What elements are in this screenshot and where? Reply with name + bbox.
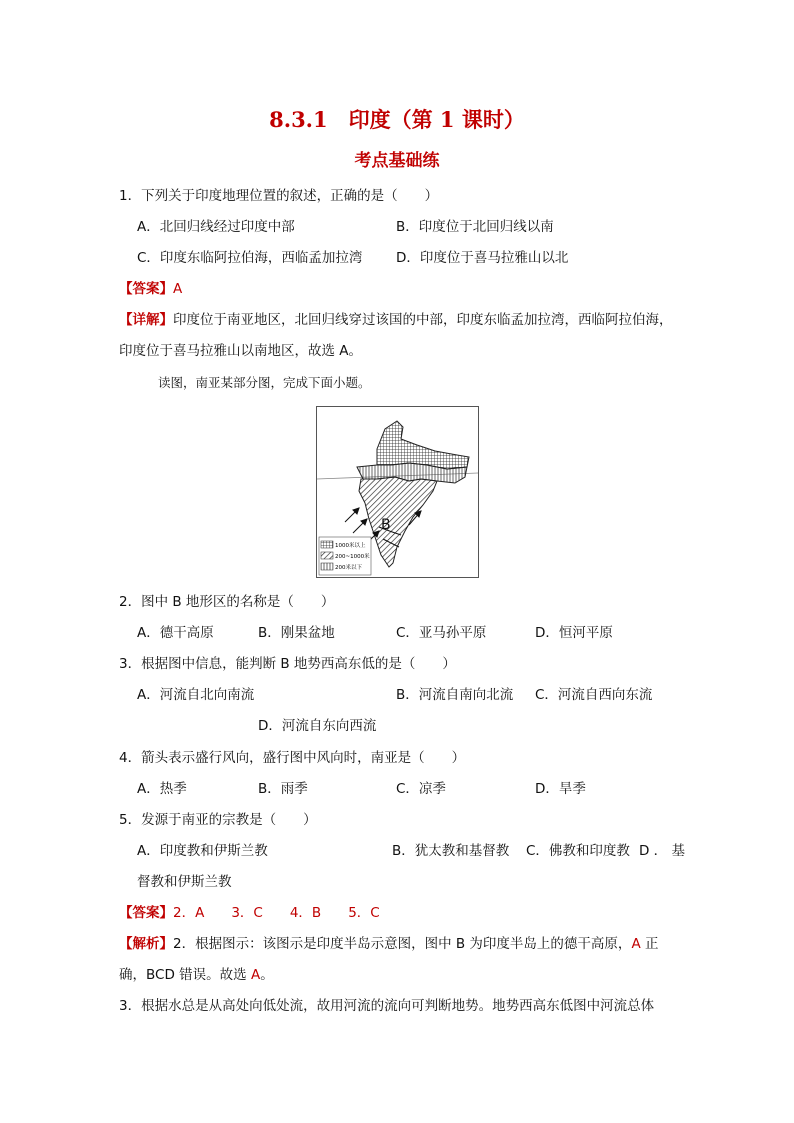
map-point-b: B [381, 517, 391, 533]
question-2-option-b: B．刚果盆地 [258, 625, 335, 641]
answer-1 [119, 279, 182, 299]
reading-instruction: 读图，南亚某部分图，完成下面小题。 [158, 375, 371, 390]
answer-label: 【答案】 [119, 905, 173, 921]
question-3-option-c: C．河流自西向东流 [535, 687, 653, 703]
analysis-text: 确，BCD 错误。故选 [119, 967, 251, 983]
analysis-answer-letter: A [250, 967, 261, 983]
question-2-option-a: A．德干高原 [137, 625, 214, 641]
answer-value: 2．A 3．C 4．B 5．C [173, 905, 380, 921]
explanation-label: 【详解】 [119, 312, 173, 328]
page-title: 8.3.1 印度（第 1 课时） [269, 107, 525, 132]
page-subtitle: 考点基础练 [354, 151, 440, 171]
legend-item-high: 1000米以上 [335, 543, 366, 549]
answer-label: 【答案】 [119, 281, 173, 297]
question-1-option-a: A．北回归线经过印度中部 [137, 219, 295, 235]
mountain-region [377, 421, 469, 469]
question-4-option-a: A．热季 [137, 781, 187, 797]
map-legend [319, 537, 371, 575]
question-4-stem: 4．箭头表示盛行风向，盛行图中风向时，南亚是（ ） [119, 750, 466, 766]
explanation-1-line-2: 印度位于喜马拉雅山以南地区，故选 A。 [119, 343, 363, 359]
analysis-label: 【解析】 [119, 936, 173, 952]
answer-2-5 [119, 903, 380, 923]
question-5-option-d-part-1: D ． 基 [639, 843, 685, 859]
question-4-option-b: B．雨季 [258, 781, 308, 797]
question-5-stem: 5．发源于南亚的宗教是（ ） [119, 812, 317, 828]
question-4-option-d: D．旱季 [535, 781, 586, 797]
question-1-option-b: B．印度位于北回归线以南 [396, 219, 554, 235]
analysis-answer-letter: A [631, 936, 641, 952]
question-1-stem: 1．下列关于印度地理位置的叙述，正确的是（ ） [119, 188, 439, 204]
south-asia-map [316, 406, 479, 578]
question-2-option-d: D．恒河平原 [535, 625, 613, 641]
question-5-option-a: A．印度教和伊斯兰教 [137, 843, 268, 859]
question-3-option-b: B．河流自南向北流 [396, 687, 514, 703]
legend-item-mid: 200~1000米 [335, 554, 370, 560]
question-5-option-b: B．犹太教和基督教 [392, 843, 510, 859]
question-3-option-a: A．河流自北向南流 [137, 687, 255, 703]
question-2-stem: 2．图中 B 地形区的名称是（ ） [119, 594, 335, 610]
question-5-option-d-part-2: 督教和伊斯兰教 [137, 874, 232, 890]
analysis-text-end: 正 [640, 936, 659, 952]
question-4-option-c: C．凉季 [396, 781, 446, 797]
question-5-option-c: C．佛教和印度教 [526, 843, 630, 859]
explanation-1-line-1 [119, 310, 673, 330]
analysis-text: 2．根据图示：该图示是印度半岛示意图，图中 B 为印度半岛上的德干高原， [173, 936, 632, 952]
analysis-line-1 [119, 934, 658, 954]
question-3-option-d: D．河流自东向西流 [258, 718, 377, 734]
legend-item-low: 200米以下 [335, 565, 362, 571]
analysis-line-2 [119, 965, 274, 985]
analysis-text-end: 。 [260, 967, 274, 983]
analysis-line-3: 3．根据水总是从高处向低处流，故用河流的流向可判断地势。地势西高东低图中河流总体 [119, 998, 655, 1014]
map-svg [317, 407, 478, 577]
explanation-text: 印度位于南亚地区，北回归线穿过该国的中部，印度东临孟加拉湾，西临阿拉伯海， [173, 312, 673, 328]
question-1-option-c: C．印度东临阿拉伯海，西临孟加拉湾 [137, 250, 363, 266]
question-1-option-d: D．印度位于喜马拉雅山以北 [396, 250, 569, 266]
answer-value: A [173, 281, 183, 297]
question-3-stem: 3．根据图中信息，能判断 B 地势西高东低的是（ ） [119, 656, 456, 672]
question-2-option-c: C．亚马孙平原 [396, 625, 487, 641]
